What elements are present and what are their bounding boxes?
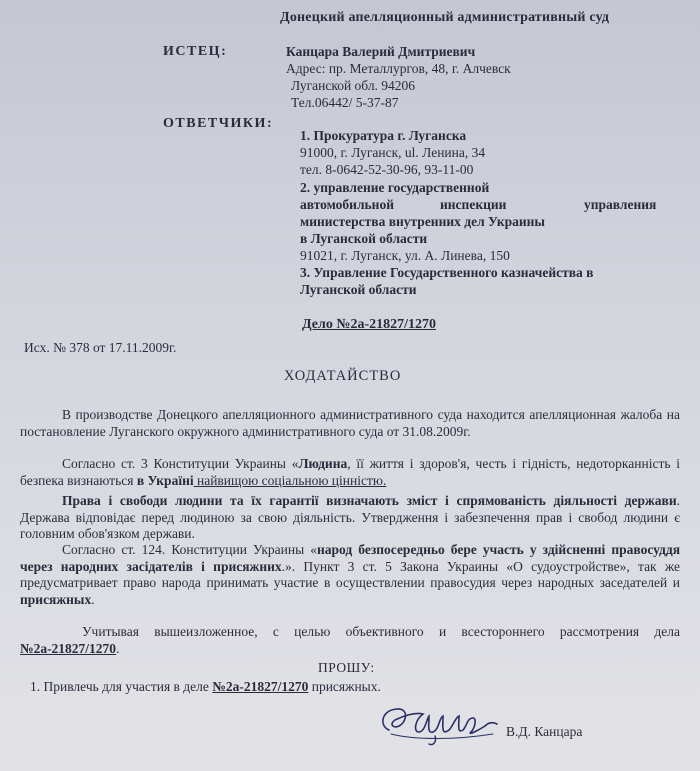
paragraph-2-e: найвищою соціальною цінністю. (193, 472, 387, 488)
paragraph-2-d: в Україні (136, 472, 194, 488)
request-word: ПРОШУ: (318, 660, 375, 675)
respondent-2-address: 91021, г. Луганск, ул. А. Линева, 150 (300, 248, 510, 263)
signature-stroke-main (383, 709, 497, 733)
paragraph-2-c: , її життя і здоров'я, честь і гідність, недоторканність і безпека визнаються (20, 456, 680, 488)
signature-stroke-tail (429, 736, 436, 745)
paragraph-5-a: Учитывая вышеизложенное, с целью объективного и всестороннего рассмотрения дела (82, 624, 680, 639)
request-item-1-a: 1. Привлечь для участия в деле (30, 679, 213, 694)
request-item-1-c: присяжных. (308, 679, 381, 694)
signature-underline (391, 734, 493, 739)
court-name: Донецкий апелляционный административный суд (280, 10, 610, 25)
paragraph-4-a: Согласно ст. 124. Конституции Украины « (62, 542, 317, 557)
plaintiff-address-line1: Адрес: пр. Металлургов, 48, г. Алчевск (286, 61, 511, 76)
signature-name: В.Д. Канцара (506, 724, 583, 739)
plaintiff-phone: Тел.06442/ 5-37-87 (291, 95, 399, 110)
respondent-2-name-l1: 2. управление государственной (300, 180, 490, 195)
case-number: Дело №2а-21827/1270 (302, 317, 436, 332)
respondent-3-name-l1: 3. Управление Государственного казначейства в (300, 265, 594, 280)
handwritten-signature (375, 700, 505, 746)
respondents-label: ОТВЕТЧИКИ: (163, 116, 274, 131)
paragraph-1-text: В производстве Донецкого апелляционного административного суда находится апелляционная жалоба на постановление Луганского окружного административного суда от 31.08.2009г. (20, 407, 680, 439)
paragraph-5-b: №2а-21827/1270 (20, 640, 117, 656)
respondent-2-name-l2c: управления (584, 197, 657, 212)
paragraph-2 (20, 456, 680, 489)
plaintiff-name: Канцара Валерий Дмитриевич (286, 44, 476, 59)
respondent-1-name: 1. Прокуратура г. Луганска (300, 128, 467, 143)
paragraph-4-d: присяжных (20, 591, 92, 607)
respondent-1-phone: тел. 8-0642-52-30-96, 93-11-00 (300, 162, 474, 177)
paragraph-4-c: .». Пункт 3 ст. 5 Закона Украины «О судоустройстве», так же предусматривает право народа принимать участие в осуществлении правосудия через народных заседателей и (20, 558, 680, 590)
respondent-2-name-l3: министерства внутренних дел Украины (300, 214, 545, 229)
paragraph-3-b: . Держава відповідає перед людиною за свою діяльність. Утвердження і забезпечення прав і свобод людини є головним обов'язком держави. (20, 493, 680, 541)
outgoing-ref: Исх. № 378 от 17.11.2009г. (24, 340, 177, 355)
paragraph-2-b: Людина (298, 456, 348, 471)
paragraph-4 (20, 542, 680, 608)
paragraph-1 (20, 407, 680, 440)
paragraph-4-e: . (91, 591, 95, 607)
paragraph-2-a: Согласно ст. 3 Конституции Украины « (62, 456, 299, 471)
paragraph-3 (20, 493, 680, 543)
paragraph-4-b: народ безпосередньо бере участь у здійсненні правосуддя через народних засідателів і присяжних (20, 542, 680, 574)
respondent-2-name-l2a: автомобильной (300, 197, 394, 212)
paragraph-5 (20, 624, 680, 657)
respondent-2-name-l2b: инспекции (440, 197, 507, 212)
paragraph-5-c: . (116, 640, 120, 656)
plaintiff-address-line2: Луганской обл. 94206 (291, 78, 416, 93)
request-item-1 (30, 679, 381, 695)
respondent-1-address: 91000, г. Луганск, ul. Ленина, 34 (300, 145, 486, 160)
respondent-3-name-l2: Луганской области (300, 282, 417, 297)
request-item-1-b: №2а-21827/1270 (212, 679, 309, 694)
document-title: ХОДАТАЙСТВО (284, 368, 402, 384)
paragraph-3-a: Права і свободи людини та їх гарантії визначають зміст і спрямованість діяльності держави (62, 493, 677, 508)
respondent-2-name-l4: в Луганской области (300, 231, 428, 246)
plaintiff-label: ИСТЕЦ: (163, 44, 228, 59)
